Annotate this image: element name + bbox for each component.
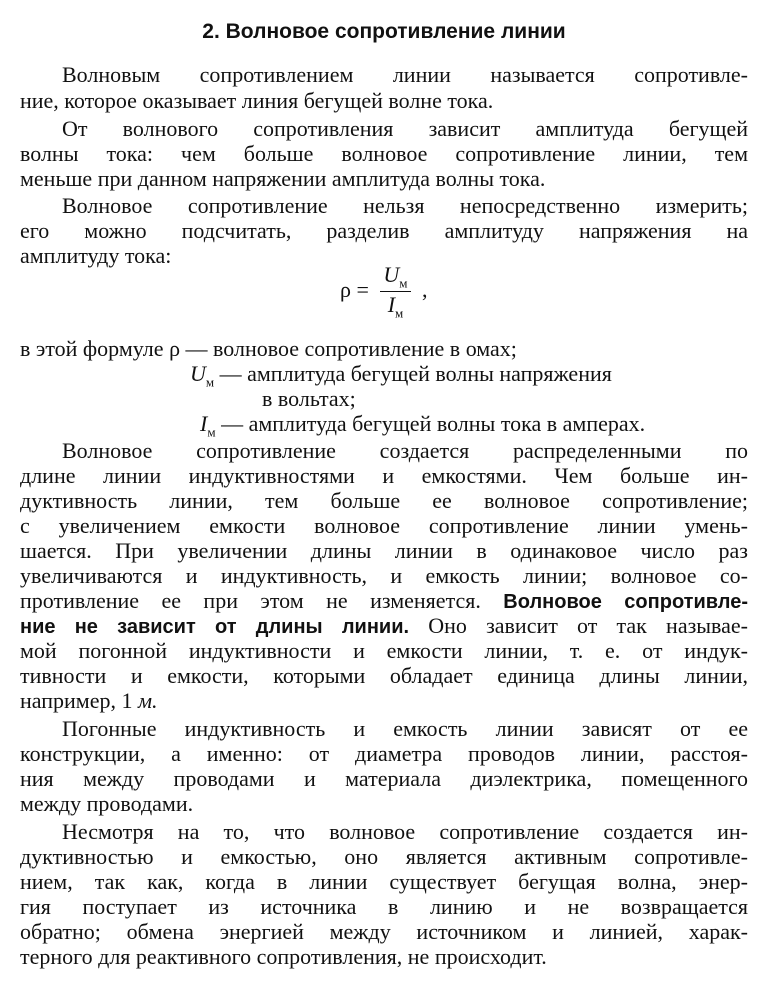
paragraph-6-line: нием, так как, когда в линии существует бегущая волна, энер- (20, 869, 748, 894)
paragraph-4-line: мой погонной индуктивности и емкости линии, т. е. от индук- (20, 638, 748, 663)
legend-rho-text: — волновое сопротивление в омах; (185, 336, 517, 361)
paragraph-4-line: с увеличением емкости волновое сопротивление линии умень- (20, 513, 748, 538)
paragraph-4-line: противление ее при этом не изменяется. Волновое сопротивле- (20, 588, 749, 613)
formula-denominator: $I_м$ (387, 292, 404, 321)
legend-i-text: — амплитуда бегущей волны тока в амперах. (221, 411, 646, 436)
paragraph-4-line: ние не зависит от длины линии. Оно зависит от так называе- (20, 613, 749, 638)
paragraph-6-line: гия поступает из источника в линию и не возвращается (20, 894, 748, 919)
paragraph-3-line: его можно подсчитать, разделив амплитуду напряжения на (20, 218, 748, 243)
legend-u-line-2: в вольтах; (262, 386, 356, 411)
paragraph-5-line: ния между проводами и материала диэлектрика, помещенного (20, 766, 748, 791)
formula-fraction (380, 262, 410, 322)
paragraph-5-line: конструкции, а именно: от диаметра проводов линии, расстоя- (20, 741, 748, 766)
paragraph-6-line: Несмотря на то, что волновое сопротивление создается ин- (62, 819, 748, 844)
paragraph-3-line: амплитуду тока: (20, 243, 172, 268)
formula-numerator: $U_м$ (380, 262, 410, 292)
paragraph-5-line: между проводами. (20, 791, 194, 816)
paragraph-4-line: шается. При увеличении длины линии в одинаковое число раз (20, 538, 748, 563)
paragraph-3-line: Волновое сопротивление нельзя непосредственно измерить; (62, 193, 748, 218)
paragraph-2-line: От волнового сопротивления зависит амплитуда бегущей (62, 116, 748, 141)
paragraph-6-line: дуктивностью и емкостью, оно является активным сопротивле- (20, 844, 748, 869)
paragraph-1-line: ние, которое оказывает линия бегущей волне тока. (20, 88, 494, 113)
paragraph-4-line: Волновое сопротивление создается распределенными по (62, 438, 748, 463)
legend-i-symbol: $I_м$ (200, 411, 216, 440)
section-heading: 2. Волновое сопротивление линии (202, 20, 566, 43)
paragraph-4-line: дуктивность линии, тем больше ее волновое сопротивление; (20, 488, 748, 513)
formula-comma: , (422, 276, 428, 302)
legend-u-text: — амплитуда бегущей волны напряжения (219, 361, 612, 386)
emphasis-text: Волновое сопротивле- (503, 591, 749, 613)
paragraph-5-line: Погонные индуктивность и емкость линии зависят от ее (62, 716, 748, 741)
paragraph-2-line: волны тока: чем больше волновое сопротивление линии, тем (20, 141, 748, 166)
paragraph-4-line: например, 1 м. (20, 688, 158, 713)
formula-rho: ρ (340, 276, 351, 302)
formula-equals: = (356, 276, 369, 302)
paragraph-6-line: терного для реактивного сопротивления, не происходит. (20, 944, 547, 969)
legend-intro: в этой формуле (20, 336, 164, 361)
paragraph-4-line: длине линии индуктивностями и емкостями. Чем больше ин- (20, 463, 748, 488)
legend-rho-line (20, 336, 517, 362)
paragraph-4-line: увеличиваются и индуктивность, и емкость линии; волновое со- (20, 563, 748, 588)
paragraph-4-line: тивности и емкости, которыми обладает единица длины линии, (20, 663, 748, 688)
emphasis-text: ние не зависит от длины линии. (20, 616, 410, 638)
paragraph-1-line: Волновым сопротивлением линии называется сопротивле- (62, 62, 748, 87)
paragraph-2-line: меньше при данном напряжении амплитуда волны тока. (20, 166, 546, 191)
paragraph-6-line: обратно; обмена энергией между источником и линией, харак- (20, 919, 748, 944)
impedance-formula (340, 262, 428, 322)
legend-rho-symbol: ρ (169, 336, 181, 361)
legend-u-symbol: $U_м$ (190, 361, 215, 390)
